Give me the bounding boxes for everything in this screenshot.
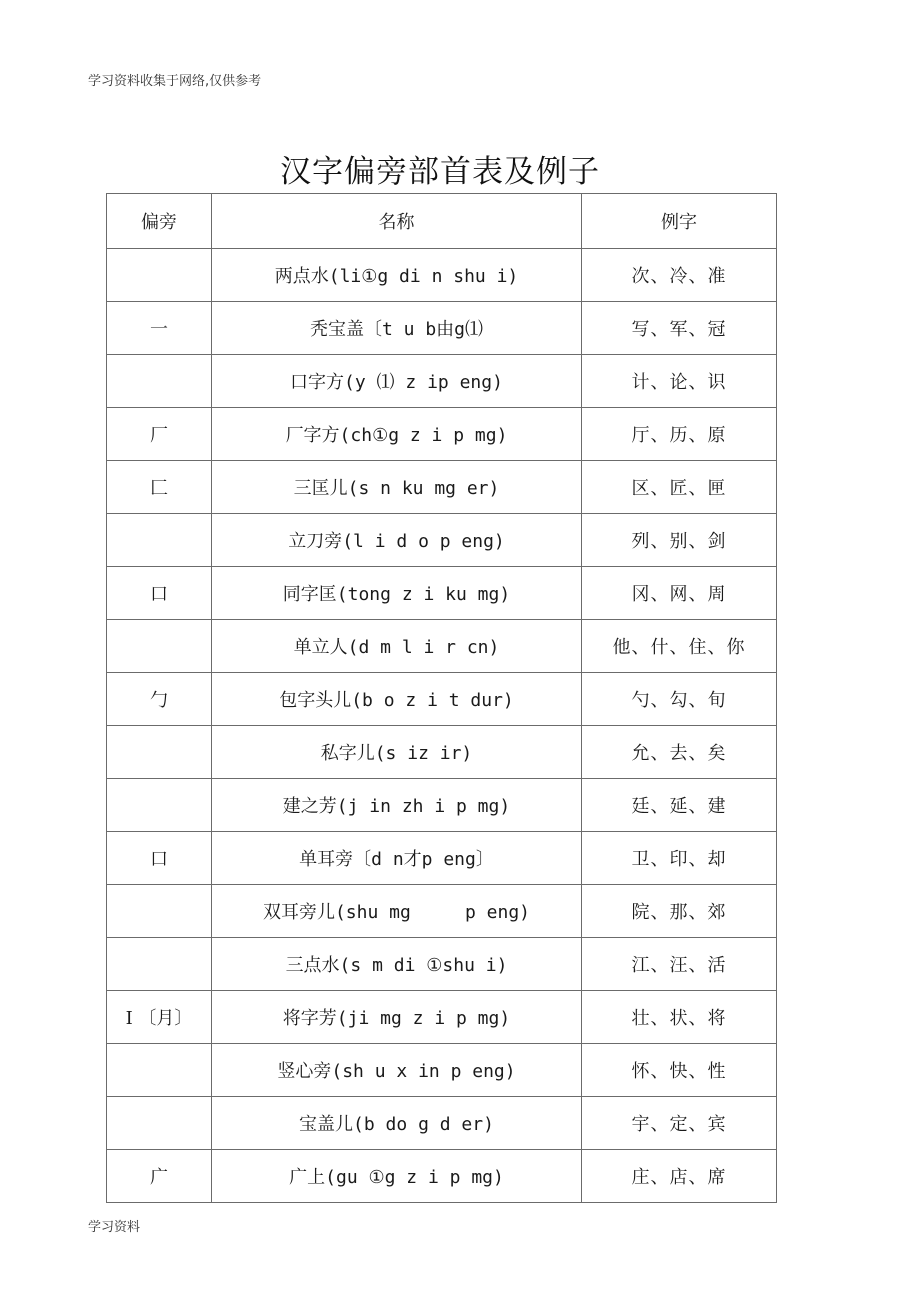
radical-cell [107,620,212,673]
name-cell: 单立人(d m l i r cn) [212,620,582,673]
name-cell: 单耳旁〔d n才p eng〕 [212,832,582,885]
radical-cell: 口 [107,832,212,885]
column-header-name: 名称 [212,194,582,249]
name-cell: 同字匡(tong z i ku mg) [212,567,582,620]
table-row [107,832,777,885]
radical-cell [107,726,212,779]
radical-cell: 一 [107,302,212,355]
examples-cell: 冈、网、周 [582,567,777,620]
table-row [107,938,777,991]
name-cell: 三匡儿(s n ku mg er) [212,461,582,514]
name-cell: 将字芳(ji mg z i p mg) [212,991,582,1044]
name-cell: 广上(gu ①g z i p mg) [212,1150,582,1203]
radical-cell [107,779,212,832]
radical-cell: 勹 [107,673,212,726]
header-note: 学习资料收集于网络,仅供参考 [88,74,262,89]
name-cell: 口字方(y ⑴ z ip eng) [212,355,582,408]
table-row [107,514,777,567]
table-row [107,355,777,408]
radicals-table [106,193,777,1203]
table-row [107,408,777,461]
examples-cell: 壮、状、将 [582,991,777,1044]
table-row [107,567,777,620]
radical-cell [107,938,212,991]
examples-cell: 院、那、郊 [582,885,777,938]
radical-cell: 厂 [107,408,212,461]
examples-cell: 他、什、住、你 [582,620,777,673]
radical-cell [107,1097,212,1150]
examples-cell: 次、冷、准 [582,249,777,302]
examples-cell: 列、别、剑 [582,514,777,567]
table-row [107,461,777,514]
table-row [107,249,777,302]
examples-cell: 宇、定、宾 [582,1097,777,1150]
radical-cell [107,885,212,938]
name-cell: 厂字方(ch①g z i p mg) [212,408,582,461]
footer-note: 学习资料 [88,1220,141,1235]
name-cell: 建之芳(j in zh i p mg) [212,779,582,832]
examples-cell: 江、汪、活 [582,938,777,991]
table-row [107,726,777,779]
table-row [107,885,777,938]
table-row [107,1097,777,1150]
table-row [107,779,777,832]
examples-cell: 卫、印、却 [582,832,777,885]
table-row [107,1150,777,1203]
table-header-row [107,194,777,249]
radical-cell: 广 [107,1150,212,1203]
name-cell: 三点水(s m di ①shu i) [212,938,582,991]
examples-cell: 怀、快、性 [582,1044,777,1097]
radical-cell [107,514,212,567]
table-row [107,991,777,1044]
table-row [107,620,777,673]
radical-cell [107,249,212,302]
table-row [107,1044,777,1097]
name-cell: 宝盖儿(b do g d er) [212,1097,582,1150]
name-cell: 竖心旁(sh u x in p eng) [212,1044,582,1097]
examples-cell: 厅、历、原 [582,408,777,461]
examples-cell: 勺、勾、旬 [582,673,777,726]
examples-cell: 廷、延、建 [582,779,777,832]
column-header-examples: 例字 [582,194,777,249]
examples-cell: 庄、店、席 [582,1150,777,1203]
column-header-radical: 偏旁 [107,194,212,249]
table-row [107,673,777,726]
examples-cell: 计、论、识 [582,355,777,408]
radical-cell [107,1044,212,1097]
table-row [107,302,777,355]
page-title: 汉字偏旁部首表及例子 [280,154,600,190]
radical-cell: 匚 [107,461,212,514]
examples-cell: 区、匠、匣 [582,461,777,514]
name-cell: 私字儿(s iz ir) [212,726,582,779]
radical-cell: 口 [107,567,212,620]
radical-cell [107,355,212,408]
examples-cell: 允、去、矣 [582,726,777,779]
name-cell: 秃宝盖〔t u b由g⑴ [212,302,582,355]
name-cell: 两点水(li①g di n shu i) [212,249,582,302]
table-body [107,249,777,1203]
name-cell: 立刀旁(l i d o p eng) [212,514,582,567]
radical-cell: I 〔月〕 [107,991,212,1044]
name-cell: 包字头儿(b o z i t dur) [212,673,582,726]
name-cell: 双耳旁儿(shu mg p eng) [212,885,582,938]
examples-cell: 写、军、冠 [582,302,777,355]
